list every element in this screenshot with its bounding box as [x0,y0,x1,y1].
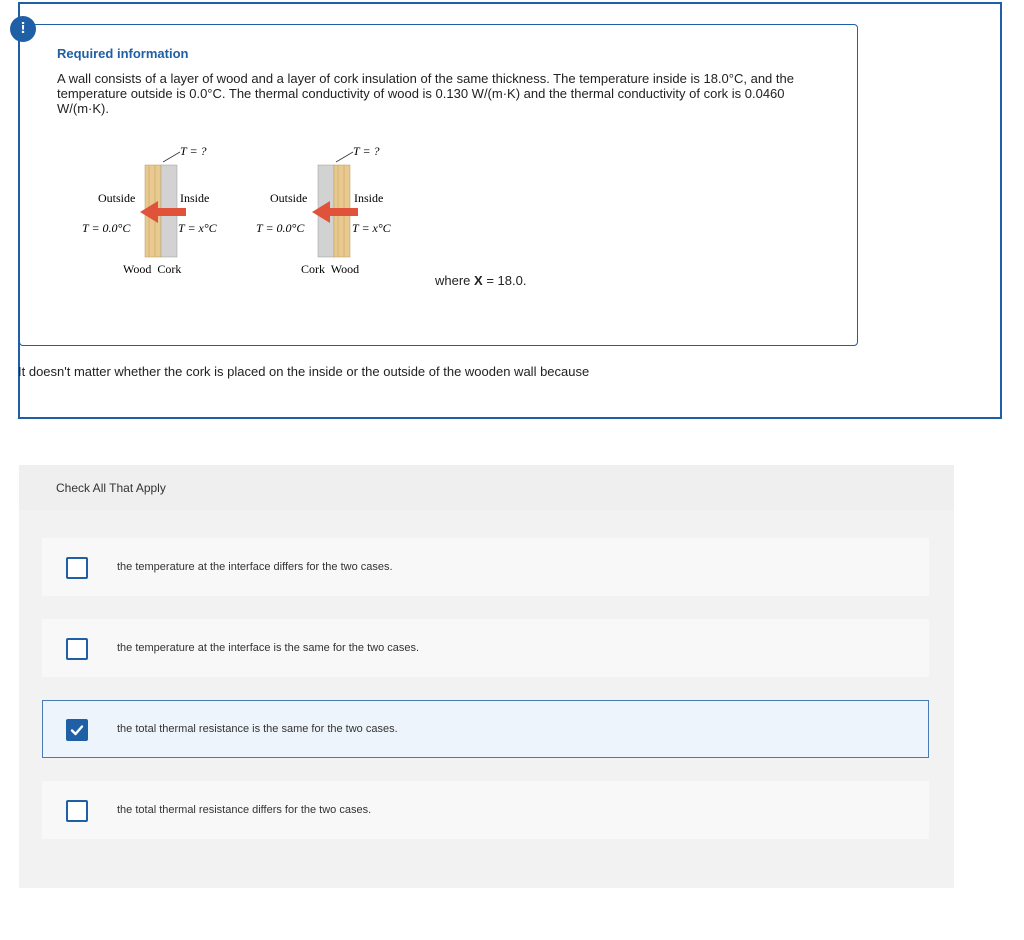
right-inside-label: Inside [354,191,384,205]
check-all-label: Check All That Apply [56,481,166,495]
check-all-header [19,465,954,510]
left-t-inside: T = x°C [178,221,217,235]
choice-text: the temperature at the interface is the same for the two cases. [117,642,420,654]
required-information-title: Required information [57,46,189,61]
left-t-outside: T = 0.0°C [82,221,131,235]
check-all-panel [19,465,954,888]
wall-diagram [70,140,430,285]
case-wood-cork [82,144,218,276]
alert-icon: ! [10,16,36,42]
checkmark-icon [70,723,84,737]
where-note: where X = 18.0. [435,273,527,288]
left-layer-labels: Wood Cork [123,262,182,276]
choice-option[interactable] [42,781,929,839]
right-t-unknown: T = ? [353,144,380,158]
right-layer-labels: Cork Wood [301,262,360,276]
left-outside-label: Outside [98,191,136,205]
choice-text: the temperature at the interface differs for the two cases. [117,561,393,573]
right-t-inside: T = x°C [352,221,391,235]
choice-text: the total thermal resistance is the same for the two cases. [117,723,398,735]
choice-option[interactable] [42,619,929,677]
question-prompt: It doesn't matter whether the cork is placed on the inside or the outside of the wooden wall because [18,364,590,379]
checkbox-checked[interactable] [66,719,88,741]
required-information-text: A wall consists of a layer of wood and a layer of cork insulation of the same thickness. The temperature inside is 18.0°C, and the temperature outside is 0.0°C. The thermal conductivity of wood is 0.130 W/(m·K) and the thermal conductivity of cork is 0.0460 W/(m·K). [57,71,794,116]
choice-option-selected[interactable] [42,700,929,758]
left-t-unknown: T = ? [180,144,207,158]
left-inside-label: Inside [180,191,210,205]
right-t-outside: T = 0.0°C [256,221,305,235]
checkbox[interactable] [66,638,88,660]
checkbox[interactable] [66,800,88,822]
checkbox[interactable] [66,557,88,579]
choice-text: the total thermal resistance differs for the two cases. [117,804,372,816]
choice-option[interactable] [42,538,929,596]
case-cork-wood [256,144,392,276]
right-outside-label: Outside [270,191,308,205]
